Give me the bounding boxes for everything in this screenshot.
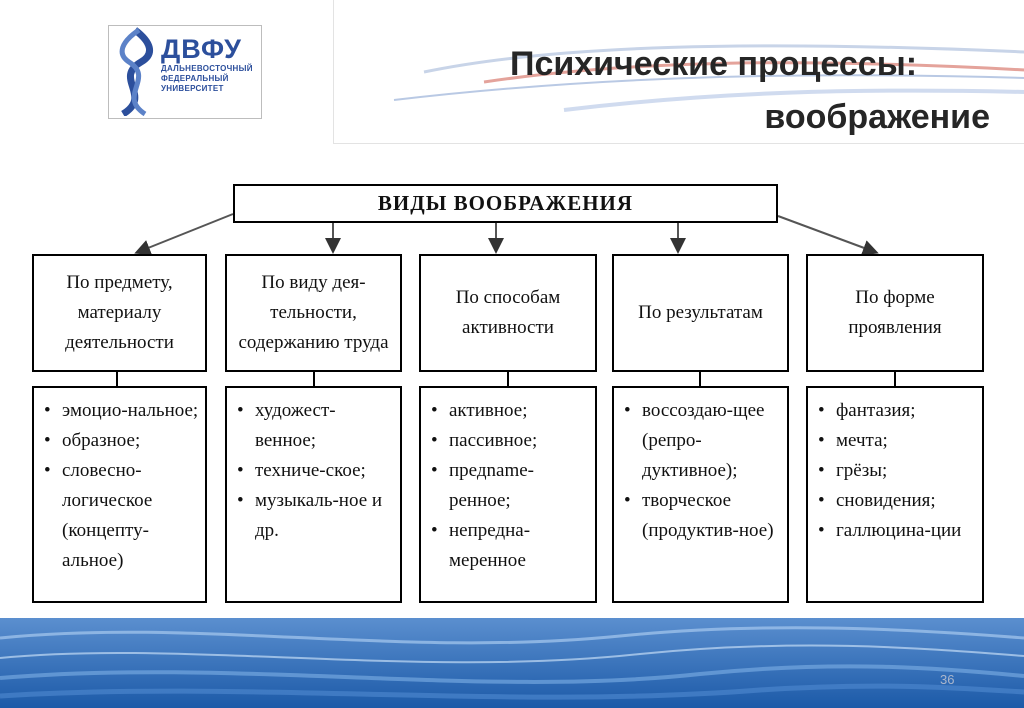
list-item: • воссоздаю-щее (репро-дуктивное); xyxy=(622,396,783,486)
list-item: • галлюцина-ции xyxy=(816,516,978,546)
logo-line-3: УНИВЕРСИТЕТ xyxy=(161,84,224,93)
category-box-subject xyxy=(32,254,207,372)
page-number: 36 xyxy=(940,672,955,687)
slide-title-line-2: воображение xyxy=(764,98,990,136)
list-item: • эмоцио-нальное; xyxy=(42,396,201,426)
category-box-activity-method xyxy=(419,254,597,372)
list-item: • образное; xyxy=(42,426,201,456)
items-box-form xyxy=(806,386,984,603)
list-item: • предname-ренное; xyxy=(429,456,591,516)
list-item: • фантазия; xyxy=(816,396,978,426)
diagram-root-box: ВИДЫ ВООБРАЖЕНИЯ xyxy=(233,184,778,223)
items-box-results xyxy=(612,386,789,603)
items-box-activity-method xyxy=(419,386,597,603)
list-item: • музыкаль-ное и др. xyxy=(235,486,396,546)
category-label: По форме проявления xyxy=(848,287,942,338)
slide-title-line-1: Психические процессы: xyxy=(510,45,918,83)
footer-wave-decoration xyxy=(0,618,1024,708)
category-label: По результатам xyxy=(638,302,763,323)
list-item: • пассивное; xyxy=(429,426,591,456)
category-box-activity-type xyxy=(225,254,402,372)
category-box-form xyxy=(806,254,984,372)
list-item: • техниче-ское; xyxy=(235,456,396,486)
list-item: • словесно-логическое (концепту-альное) xyxy=(42,456,201,576)
category-label: По способам активности xyxy=(455,287,561,338)
logo-line-2: ФЕДЕРАЛЬНЫЙ xyxy=(161,74,229,83)
list-item: • мечта; xyxy=(816,426,978,456)
list-item: • художест-венное; xyxy=(235,396,396,456)
logo-abbreviation: ДВФУ xyxy=(161,34,242,64)
category-label: По виду дея-тельности, содержанию труда xyxy=(238,272,389,353)
list-item: • активное; xyxy=(429,396,591,426)
arrow-to-category-5 xyxy=(778,216,875,252)
category-label: По предмету, материалу деятельности xyxy=(65,272,174,353)
arrow-to-category-1 xyxy=(138,214,233,252)
items-box-activity-type xyxy=(225,386,402,603)
logo-line-1: ДАЛЬНЕВОСТОЧНЫЙ xyxy=(161,64,253,73)
footer-wave-banner xyxy=(0,618,1024,708)
list-item: • грёзы; xyxy=(816,456,978,486)
list-item: • непредна-меренное xyxy=(429,516,591,576)
items-box-subject xyxy=(32,386,207,603)
category-box-results xyxy=(612,254,789,372)
list-item: • сновидения; xyxy=(816,486,978,516)
list-item: • творческое (продуктив-ное) xyxy=(622,486,783,546)
